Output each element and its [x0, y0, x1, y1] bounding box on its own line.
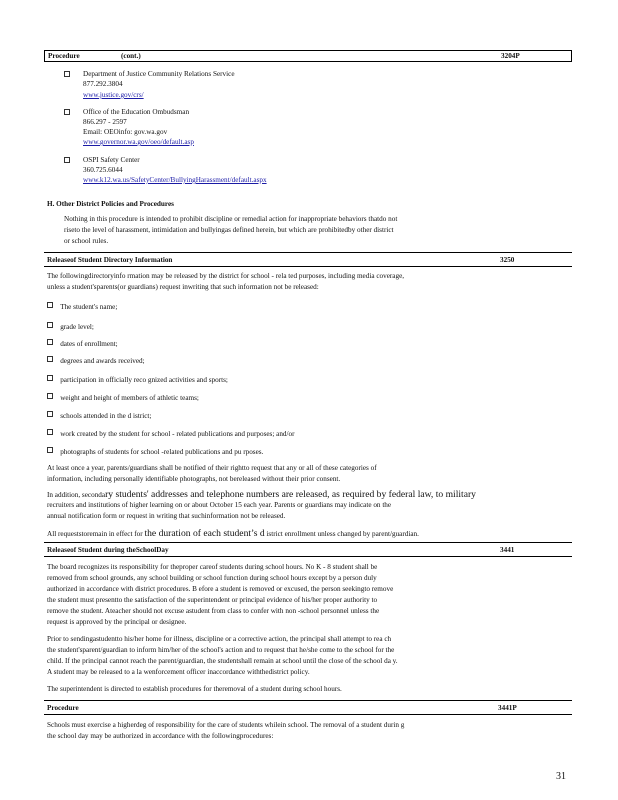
list-item: work created by the student for school - related publications and purposes; and/or — [47, 429, 295, 439]
bullet-icon — [47, 375, 53, 381]
contact-phone: 360.725.6044 — [83, 166, 123, 174]
intro-line: The followingdirectoryinfo rmation may be released by the district for school - rela ted purposes, including media coverage, — [47, 272, 405, 280]
section-h-line: or school rules. — [64, 237, 109, 245]
bullet-icon — [47, 411, 53, 417]
intro-line: unless a student'sparents(or guardians) request inwriting that such information not be released: — [47, 283, 319, 291]
header-label: Procedure — [48, 52, 80, 60]
list-item: The student's name; — [47, 302, 117, 312]
contact-phone: 877.292.3804 — [83, 80, 123, 88]
section-3441-code: 3441 — [500, 546, 515, 554]
list-item: grade level; — [47, 322, 94, 332]
bullet-icon — [64, 71, 70, 81]
release-line: request is approved by the principal or designee. — [47, 618, 187, 626]
divider — [44, 700, 572, 701]
section-3441p-title: Procedure — [47, 704, 79, 712]
release-line: The board recognizes its responsibility for theproper careof students during school hours. No K - 8 student shall be — [47, 563, 378, 571]
bullet-icon — [47, 302, 53, 308]
contact-link[interactable]: www.governor.wa.gov/oeo/default.asp — [83, 138, 194, 146]
notice-line: information, including personally identifiable photographs, not bereleased without their prior consent. — [47, 475, 341, 483]
illness-line: the student'sparent/guardian to inform him/her of the school's action and to request that he/she come to the school for the — [47, 646, 395, 654]
list-item: schools attended in the d istrict; — [47, 411, 151, 421]
contact-title: Office of the Education Ombudsman — [83, 108, 190, 116]
section-3441-title: Releaseof Student during theSchoolDay — [47, 546, 169, 554]
release-line: remove the student. Ateacher should not excuse astudent from class to confer with non -school personnel unless the — [47, 607, 380, 615]
military-line: In addition, secondary students' addresses and telephone numbers are released, as required by federal law, to military — [47, 489, 476, 500]
divider — [44, 266, 572, 267]
illness-line: A student may be released to a la wenforcement officer inaccordance withthedistrict policy. — [47, 668, 310, 676]
divider — [44, 542, 572, 543]
contact-email: Email: OEOinfo: gov.wa.gov — [83, 128, 168, 136]
procedure-line: the school day may be authorized in accordance with the followingprocedures: — [47, 732, 274, 740]
contact-title: Department of Justice Community Relations Service — [83, 70, 235, 78]
divider — [44, 714, 572, 715]
bullet-icon — [47, 356, 53, 362]
illness-line: Prior to sendingastudentto his/her home for illness, discipline or a corrective action, the principal shall attempt to rea ch — [47, 635, 392, 643]
notice-line: At least once a year, parents/guardians shall be notified of their rightto request that any or all of these categories of — [47, 464, 377, 472]
illness-line: child. If the principal cannot reach the parent/guardian, the studentshall remain at school until the close of the school da y. — [47, 657, 398, 665]
bullet-icon — [47, 393, 53, 399]
list-item: weight and height of members of athletic teams; — [47, 393, 199, 403]
list-item: degrees and awards received; — [47, 356, 145, 366]
release-line: authorized in accordance with district procedures. B efore a student is removed or excused, the person seekingto remove — [47, 585, 394, 593]
bullet-icon — [47, 447, 53, 453]
contact-link[interactable]: www.k12.wa.us/SafetyCenter/BullyingHarassment/default.aspx — [83, 176, 267, 184]
section-h-title: H. Other District Policies and Procedures — [47, 200, 174, 208]
section-3250-code: 3250 — [500, 256, 515, 264]
requests-line: All requeststoremain in effect for the duration of each student’s d istrict enrollment unless changed by parent/guardian. — [47, 528, 419, 539]
list-item: dates of enrollment; — [47, 339, 118, 349]
release-line: removed from school grounds, any school building or school function during school hours except by a person duly — [47, 574, 377, 582]
list-item: participation in officially reco gnized activities and sports; — [47, 375, 228, 385]
section-3441p-code: 3441P — [498, 704, 517, 712]
section-3250-title: Releaseof Student Directory Information — [47, 256, 173, 264]
section-h-line: riseto the level of harassment, intimidation and bullyingas defined herein, but which are prohibitedby other district — [64, 226, 394, 234]
header-code: 3204P — [501, 52, 520, 60]
superintendent-line: The superintendent is directed to establish procedures for theremoval of a student during school hours. — [47, 685, 342, 693]
bullet-icon — [47, 322, 53, 328]
procedure-header-box — [44, 50, 572, 62]
release-line: the student must presentto the satisfaction of the superintendent or principal evidence of his/her proper authority to — [47, 596, 378, 604]
list-item: photographs of students for school -related publications and pu rposes. — [47, 447, 263, 457]
contact-phone: 866.297 - 2597 — [83, 118, 127, 126]
contact-link[interactable]: www.justice.gov/crs/ — [83, 91, 144, 99]
page-number: 31 — [556, 771, 566, 782]
military-line: recruiters and institutions of higher learning on or about October 15 each year. Parents or guardians may indicate on the — [47, 501, 392, 509]
bullet-icon — [47, 339, 53, 345]
bullet-icon — [64, 109, 70, 119]
contact-title: OSPI Safety Center — [83, 156, 140, 164]
procedure-line: Schools must exercise a higherdeg of responsibility for the care of students whilein school. The removal of a student durin g — [47, 721, 405, 729]
header-cont: (cont.) — [121, 52, 141, 60]
bullet-icon — [64, 157, 70, 167]
bullet-icon — [47, 429, 53, 435]
military-line: annual notification form or request in writing that suchinformation not be released. — [47, 512, 286, 520]
divider — [44, 556, 572, 557]
section-h-line: Nothing in this procedure is intended to prohibit discipline or remedial action for inappropriate behaviors thatdo not — [64, 215, 398, 223]
divider — [44, 252, 572, 253]
